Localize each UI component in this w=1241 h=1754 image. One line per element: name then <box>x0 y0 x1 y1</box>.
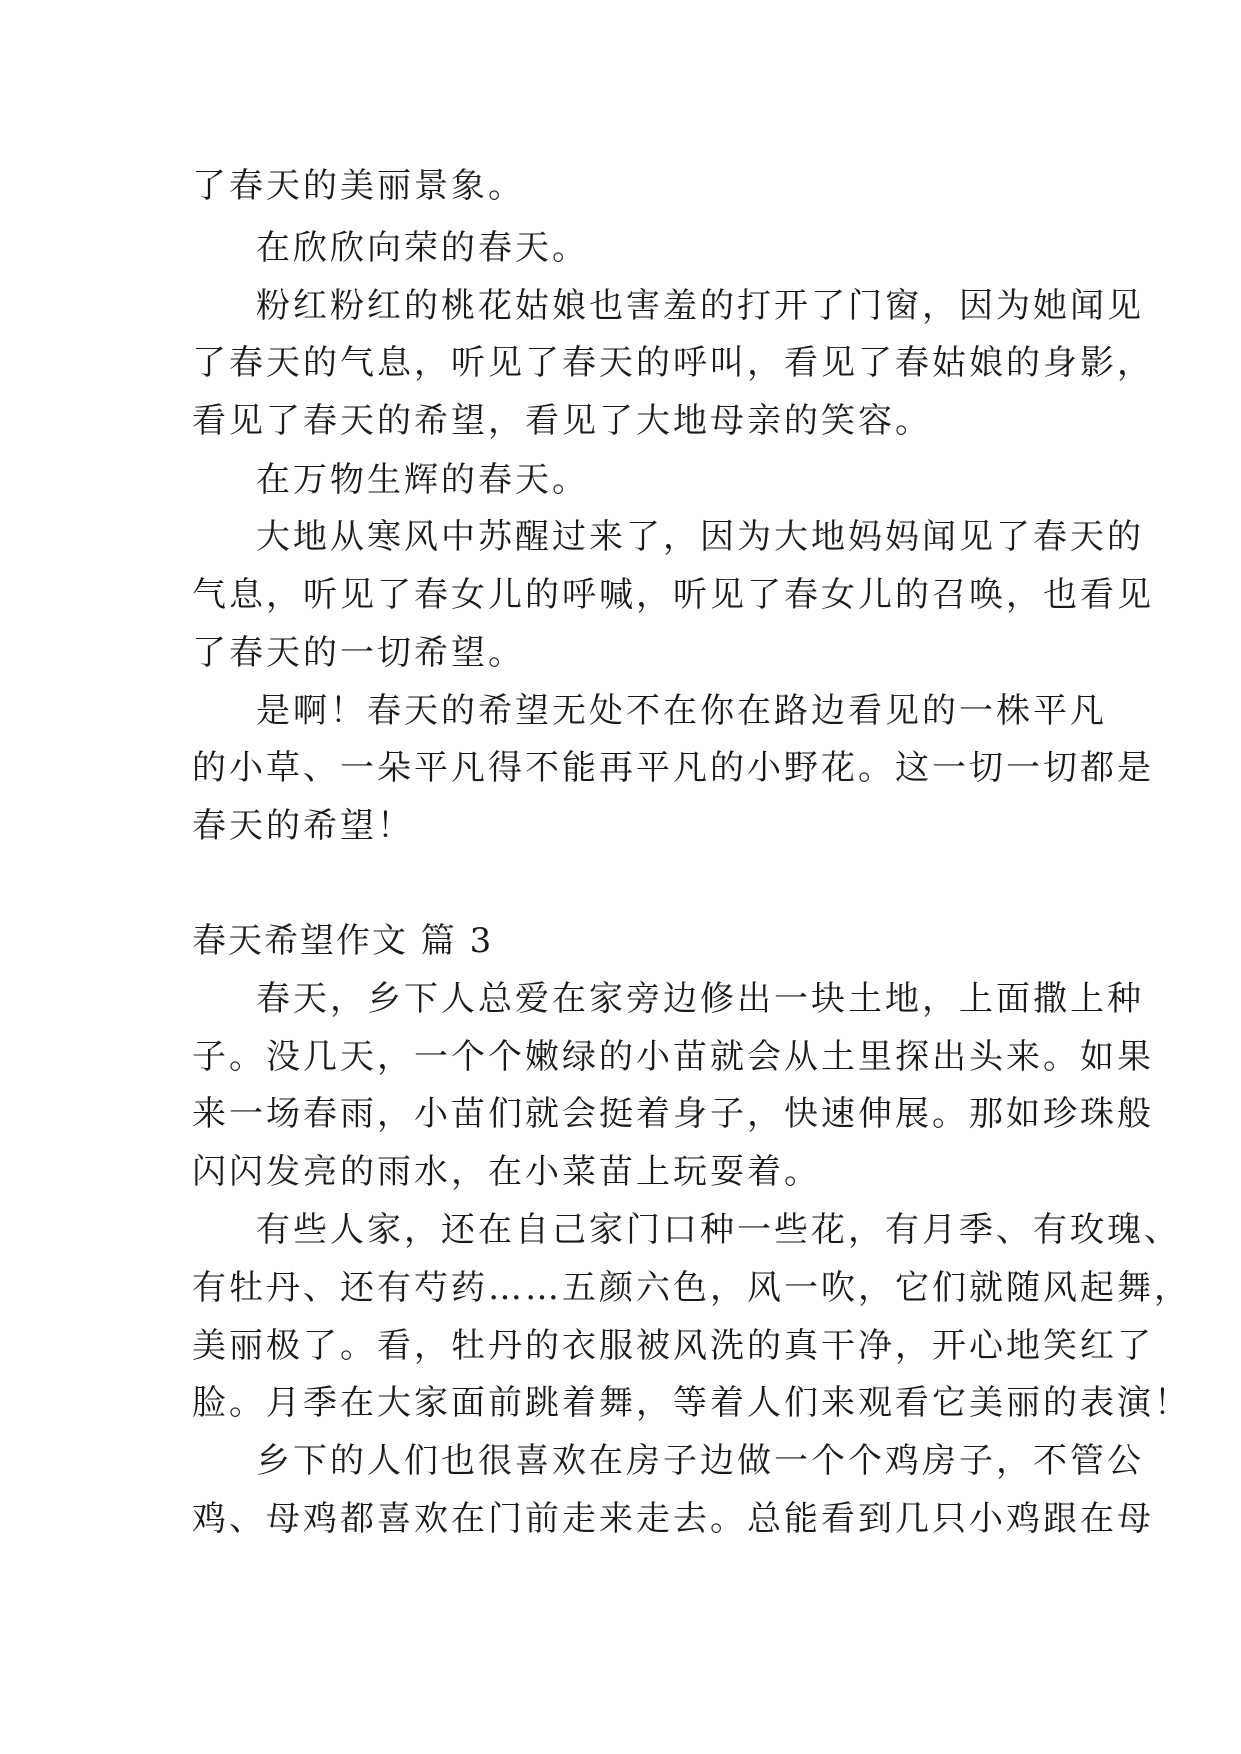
text-line: 在欣欣向荣的春天。 <box>256 228 589 268</box>
section-heading: 春天希望作文 篇 3 <box>192 921 494 961</box>
text-line: 春天，乡下人总爱在家旁边修出一块土地，上面撒上种 <box>256 979 1144 1019</box>
text-line: 在万物生辉的春天。 <box>256 460 589 500</box>
text-line: 了春天的气息，听见了春天的呼叫，看见了春姑娘的身影， <box>192 343 1154 383</box>
text-line: 有牡丹、还有芍药……五颜六色，风一吹，它们就随风起舞， <box>192 1268 1191 1308</box>
text-line: 大地从寒风中苏醒过来了，因为大地妈妈闻见了春天的 <box>256 517 1144 557</box>
text-line: 了春天的一切希望。 <box>192 633 525 673</box>
text-line: 的小草、一朵平凡得不能再平凡的小野花。这一切一切都是 <box>192 748 1154 788</box>
text-line: 闪闪发亮的雨水，在小菜苗上玩耍着。 <box>192 1152 821 1192</box>
text-line: 有些人家，还在自己家门口种一些花，有月季、有玫瑰、 <box>256 1210 1181 1250</box>
text-line: 脸。月季在大家面前跳着舞，等着人们来观看它美丽的表演！ <box>192 1383 1191 1423</box>
text-line: 美丽极了。看，牡丹的衣服被风洗的真干净，开心地笑红了 <box>192 1326 1154 1366</box>
text-line: 了春天的美丽景象。 <box>192 166 525 206</box>
text-line: 来一场春雨，小苗们就会挺着身子，快速伸展。那如珍珠般 <box>192 1094 1154 1134</box>
text-line: 鸡、母鸡都喜欢在门前走来走去。总能看到几只小鸡跟在母 <box>192 1499 1154 1539</box>
text-line: 乡下的人们也很喜欢在房子边做一个个鸡房子，不管公 <box>256 1441 1144 1481</box>
text-line: 粉红粉红的桃花姑娘也害羞的打开了门窗，因为她闻见 <box>256 286 1144 326</box>
text-line: 是啊！春天的希望无处不在你在路边看见的一株平凡 <box>256 691 1107 731</box>
text-line: 子。没几天，一个个嫩绿的小苗就会从土里探出头来。如果 <box>192 1037 1154 1077</box>
text-line: 看见了春天的希望，看见了大地母亲的笑容。 <box>192 401 932 441</box>
text-line: 气息，听见了春女儿的呼喊，听见了春女儿的召唤，也看见 <box>192 575 1154 615</box>
text-line: 春天的希望！ <box>192 806 414 846</box>
